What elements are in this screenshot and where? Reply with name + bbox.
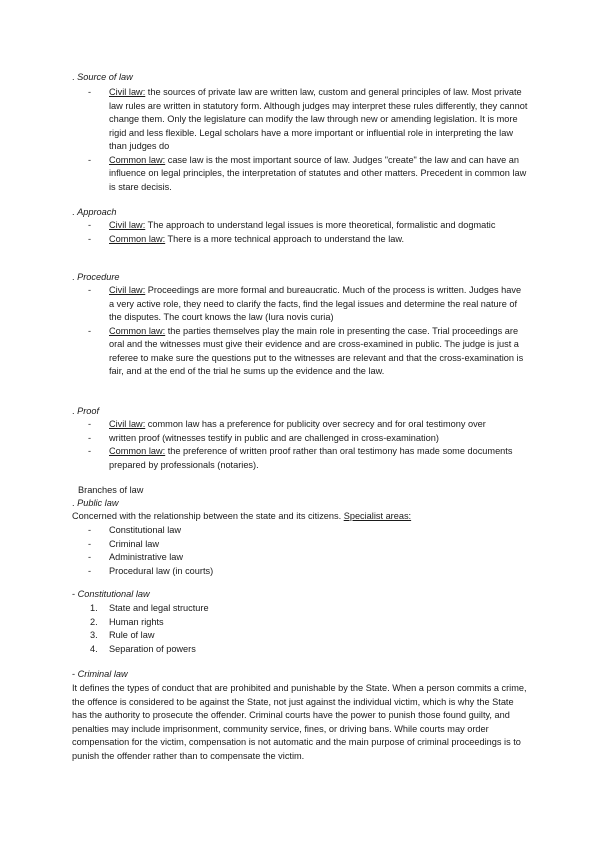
list-item: 1. State and legal structure xyxy=(90,603,209,613)
specialist-areas-label: Specialist areas: xyxy=(343,511,412,521)
approach-list xyxy=(88,219,528,246)
list-item: 4. Separation of powers xyxy=(90,643,196,654)
list-item xyxy=(88,432,528,446)
list-item: - Criminal law xyxy=(88,538,528,552)
term-label: Civil law: xyxy=(109,419,146,429)
list-item: - Procedural law (in courts) xyxy=(88,565,528,579)
list-item: 3. Rule of law xyxy=(90,630,155,640)
heading-criminal-law: - Criminal law xyxy=(72,669,128,679)
list-item xyxy=(88,233,528,247)
source-of-law-list xyxy=(88,86,528,194)
term-label: Civil law: xyxy=(109,87,146,97)
item-text: the preference of written proof rather than oral testimony has made some documents prepared by professionals (notaries). xyxy=(109,446,513,470)
term-label: Common law: xyxy=(109,154,166,165)
term-label: Common law: xyxy=(109,233,166,244)
term-label: Common law: xyxy=(109,325,166,336)
list-item xyxy=(88,325,528,379)
term-label: Civil law: xyxy=(109,220,146,230)
specialist-areas-list xyxy=(88,524,528,578)
term-label: Common law: xyxy=(109,446,166,456)
list-item: - Administrative law xyxy=(88,551,528,565)
list-item xyxy=(88,219,528,233)
list-item xyxy=(88,445,528,472)
list-item: 2. Human rights xyxy=(90,616,164,627)
list-item xyxy=(88,154,528,195)
heading-procedure: . Procedure xyxy=(72,272,120,282)
heading-approach: . Approach xyxy=(72,207,117,217)
item-text: the sources of private law are written law, custom and general principles of law. Most private law rules are written in statutory form. Although judges may interpret these rules differently, they cannot change them. Only the legislature can modify the law through new or amending legislation. It is more rigid and less flexible. Legal scholars have a more important or influential role in interpreting the law than judges do xyxy=(109,87,528,151)
item-text: the parties themselves play the main role in presenting the case. Trial proceedings are oral and the witnesses must give their evidence and are cross-examined in public. The judge is just a referee to make sure the questions put to the witnesses are relevant and that the cross-examination is fair, and at the end of the trial he sums up the evidence and the law. xyxy=(109,325,524,376)
list-item xyxy=(88,418,528,432)
procedure-list xyxy=(88,284,528,379)
heading-branches-of-law: Branches of law xyxy=(78,485,144,495)
heading-source-of-law: . Source of law xyxy=(72,72,133,82)
item-text: The approach to understand legal issues is more theoretical, formalistic and dogmatic xyxy=(145,220,496,230)
proof-list xyxy=(88,418,528,472)
list-item xyxy=(88,86,528,154)
list-item: - Constitutional law xyxy=(88,524,528,538)
term-label: Civil law: xyxy=(109,285,146,295)
heading-constitutional-law: - Constitutional law xyxy=(72,589,150,599)
heading-proof: . Proof xyxy=(72,406,100,416)
item-text: case law is the most important source of law. Judges "create" the law and can have an influence on legal principles, the interpretation of statutes and other matters. Precedent in common law is stare decisis. xyxy=(109,154,527,192)
item-text: common law has a preference for publicity over secrecy and for oral testimony over xyxy=(145,419,486,429)
item-text: There is a more technical approach to understand the law. xyxy=(165,233,405,244)
criminal-law-paragraph: It defines the types of conduct that are prohibited and punishable by the State. When a person commits a crime, the offence is considered to be against the State, not just against the individual victim, which is why the State has the authority to prosecute the offender. Criminal courts have the power to punish those found guilty, and penalties may include imprisonment, community service, fines, or driving bans. While courts may order compensation for the victim, compensation is not automatic and the main purpose of criminal proceedings is to punish the offender rather than to compensate the victim. xyxy=(72,683,527,761)
list-item xyxy=(88,284,528,325)
constitutional-law-list xyxy=(88,602,488,656)
item-text: written proof (witnesses testify in public and are challenged in cross-examination) xyxy=(109,432,439,443)
public-law-intro: Concerned with the relationship between the state and its citizens. Specialist areas: xyxy=(72,511,412,521)
heading-public-law: . Public law xyxy=(72,498,119,508)
item-text: Proceedings are more formal and bureaucratic. Much of the process is written. Judges have a very active role, they need to clarify the facts, find the legal issues and determine the real nature of the disputes. The court knows the law (Iura novis curia) xyxy=(109,285,522,322)
